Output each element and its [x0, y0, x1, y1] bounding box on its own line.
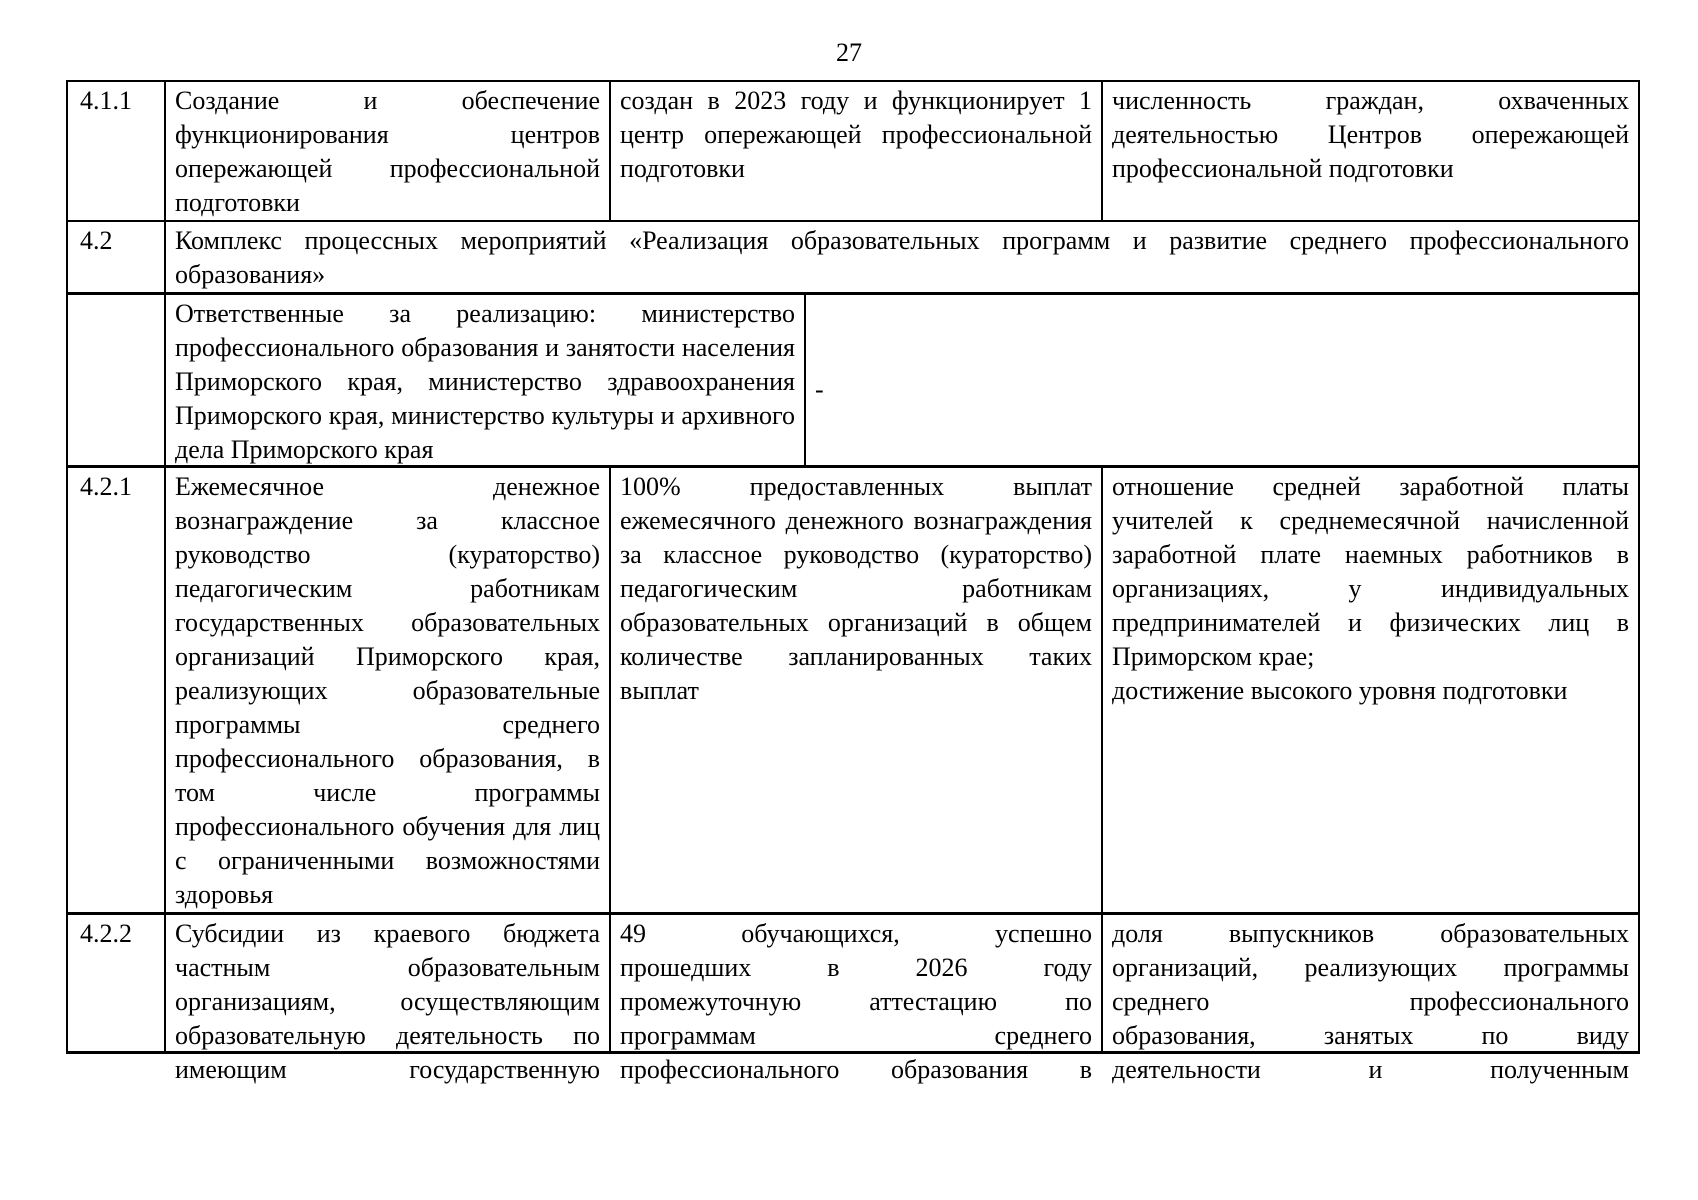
table-row-responsible: [67, 294, 1639, 467]
name-line: имеющим государственную: [175, 1055, 600, 1084]
table-row-4-2: [67, 221, 1639, 294]
table-row-4-1-1: [67, 81, 1639, 221]
measure-indicator: [1102, 914, 1639, 1084]
indicator-line: организаций, реализующих программы: [1112, 953, 1629, 982]
indicator-line-1: отношение средней заработной платы учителей к среднемесячной начисленной заработной плате наемных работников в организациях, у индивидуальных предпринимателей и физических лиц в Приморском крае;: [1112, 472, 1629, 671]
name-line: Субсидии из краевого бюджета: [175, 919, 600, 948]
empty-number-cell: [67, 294, 165, 467]
row-number: 4.1.1: [67, 81, 165, 221]
table-row-4-2-1: [67, 467, 1639, 914]
indicator-line: деятельности и полученным: [1112, 1055, 1629, 1084]
result-line: 49 обучающихся, успешно: [620, 919, 1092, 948]
measures-table: [66, 80, 1640, 1084]
indicator-line: среднего профессионального: [1112, 987, 1629, 1016]
measure-name: [165, 914, 610, 1084]
name-line: образовательную деятельность по: [175, 1021, 600, 1050]
measure-result: 100% предоставленных выплат ежемесячного денежного вознаграждения за классное руководство (кураторство) педагогическим работникам образовательных организаций в общем количестве запланированных таких выплат: [610, 467, 1102, 914]
name-line: организациям, осуществляющим: [175, 987, 600, 1016]
measure-name: Создание и обеспечение функционирования центров опережающей профессиональной подготовки: [165, 81, 610, 221]
measure-result: [610, 914, 1102, 1084]
measure-indicator: [1102, 467, 1639, 914]
complex-title: Комплекс процессных мероприятий «Реализация образовательных программ и развитие среднего профессионального образования»: [165, 221, 1639, 294]
responsible-text: Ответственные за реализацию: министерство профессионального образования и занятости населения Приморского края, министерство здравоохранения Приморского края, министерство культуры и архивного дела Приморского края: [166, 295, 806, 465]
responsible-cell: [165, 294, 1639, 467]
result-line: прошедших в 2026 году: [620, 953, 1092, 982]
page-number: 27: [836, 38, 862, 67]
row-number: 4.2.1: [67, 467, 165, 914]
result-line: профессионального образования в: [620, 1055, 1092, 1084]
result-line: промежуточную аттестацию по: [620, 987, 1092, 1016]
measure-name: Ежемесячное денежное вознаграждение за классное руководство (кураторство) педагогическим работникам государственных образовательных организаций Приморского края, реализующих образовательные программы среднего профессионального образования, в том числе программы профессионального обучения для лиц с ограниченными возможностями здоровья: [165, 467, 610, 914]
measure-indicator: численность граждан, охваченных деятельностью Центров опережающей профессиональной подготовки: [1102, 81, 1639, 221]
indicator-line: доля выпускников образовательных: [1112, 919, 1629, 948]
row-number: 4.2: [67, 221, 165, 294]
responsible-value: -: [815, 375, 824, 404]
indicator-line-2: достижение высокого уровня подготовки: [1112, 676, 1568, 705]
name-line: частным образовательным: [175, 953, 600, 982]
table-row-4-2-2: [67, 914, 1639, 1053]
measure-result: создан в 2023 году и функционирует 1 центр опережающей профессиональной подготовки: [610, 81, 1102, 221]
indicator-line: образования, занятых по виду: [1112, 1021, 1629, 1050]
row-number: 4.2.2: [67, 914, 165, 1053]
result-line: программам среднего: [620, 1021, 1092, 1050]
